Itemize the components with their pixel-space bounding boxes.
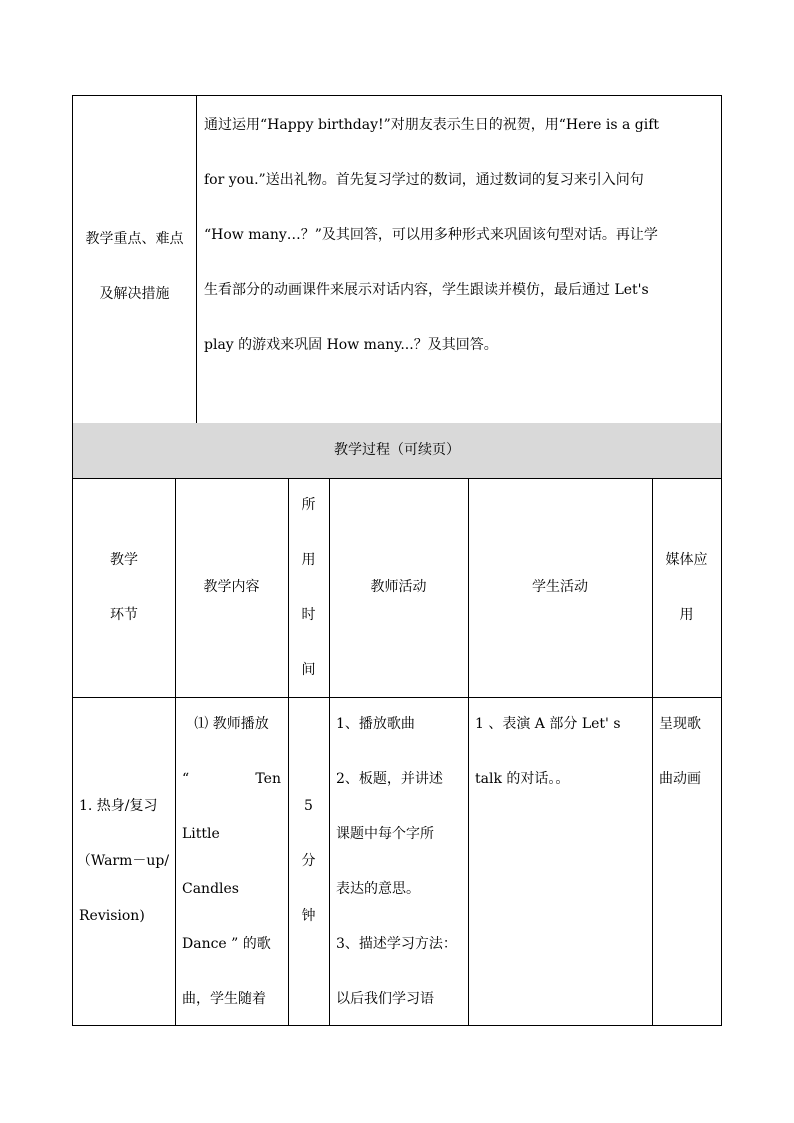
row1-time-line-1: 5 [304, 798, 313, 814]
row1-media-line-2: 曲动画 [659, 771, 701, 787]
row1-content-line-1: ⑴ 教师播放 [194, 716, 269, 732]
row1-teacher-cell [329, 697, 469, 1026]
header-student-cell [468, 478, 653, 698]
row1-teacher-line-3: 课题中每个字所 [336, 826, 434, 842]
row1-stage-cell [72, 697, 176, 1026]
header-time-line-1: 所 [301, 496, 316, 513]
row1-media-cell [652, 697, 722, 1026]
row1-student-line-1: 1 、表演 A 部分 Let' s [475, 716, 621, 732]
process-title: 教学过程（可续页） [334, 442, 460, 458]
key-points-line-5: play 的游戏来巩固 How many...？及其回答。 [204, 337, 498, 353]
header-media-line-1: 媒体应 [665, 551, 708, 568]
process-title-cell [72, 423, 722, 479]
header-content-cell [175, 478, 289, 698]
key-points-content-cell [196, 95, 722, 424]
row1-time-line-3: 钟 [301, 908, 316, 924]
header-stage-line-2: 环节 [110, 606, 138, 623]
key-points-line-1: 通过运用“Happy birthday!”对朋友表示生日的祝贺，用“Here is a gift [204, 117, 660, 133]
row1-student-cell [468, 697, 653, 1026]
header-stage-cell [72, 478, 176, 698]
header-teacher-cell [329, 478, 469, 698]
header-time-line-3: 时 [301, 606, 316, 623]
header-content: 教学内容 [203, 579, 260, 595]
row1-student-line-2: talk 的对话。。 [475, 771, 570, 787]
row1-content-line-3: Little [182, 826, 220, 842]
row1-time-cell [288, 697, 330, 1026]
key-points-label-line-1: 教学重点、难点 [85, 230, 184, 247]
header-student: 学生活动 [532, 579, 588, 595]
header-media-line-2: 用 [679, 606, 694, 623]
row1-content-line-6: 曲，学生随着 [182, 991, 266, 1007]
header-time-line-4: 间 [301, 661, 316, 678]
row1-teacher-line-6: 以后我们学习语 [336, 991, 434, 1007]
key-points-label-cell [72, 95, 197, 424]
row1-content-cell [175, 697, 289, 1026]
row1-media-line-1: 呈现歌 [659, 716, 701, 732]
key-points-line-4: 生看部分的动画课件来展示对话内容，学生跟读并模仿，最后通过 Let's [204, 282, 649, 298]
row1-content-line-4: Candles [182, 881, 239, 897]
row1-stage-line-3: Revision) [79, 908, 145, 924]
row1-time-line-2: 分 [301, 853, 316, 869]
row1-teacher-line-1: 1、播放歌曲 [336, 716, 415, 732]
row1-content-line-2: “ Ten [182, 771, 281, 787]
header-teacher: 教师活动 [370, 579, 427, 595]
header-time-line-2: 用 [301, 551, 316, 568]
row1-content-line-5: Dance ” 的歌 [182, 936, 271, 952]
key-points-label-line-2: 及解决措施 [99, 285, 170, 302]
row1-teacher-line-5: 3、描述学习方法： [336, 936, 457, 952]
key-points-line-2: for you.”送出礼物。首先复习学过的数词，通过数词的复习来引入问句 [204, 172, 644, 188]
header-media-cell [652, 478, 722, 698]
header-stage-line-1: 教学 [110, 551, 138, 568]
row1-stage-line-2: （Warm－up/ [76, 853, 170, 869]
row1-stage-line-1: 1. 热身/复习 [79, 798, 158, 814]
row1-teacher-line-4: 表达的意思。 [336, 881, 420, 897]
row1-teacher-line-2: 2、板题，并讲述 [336, 771, 443, 787]
key-points-line-3: “How many…？”及其回答，可以用多种形式来巩固该句型对话。再让学 [204, 227, 658, 243]
header-time-cell [288, 478, 330, 698]
